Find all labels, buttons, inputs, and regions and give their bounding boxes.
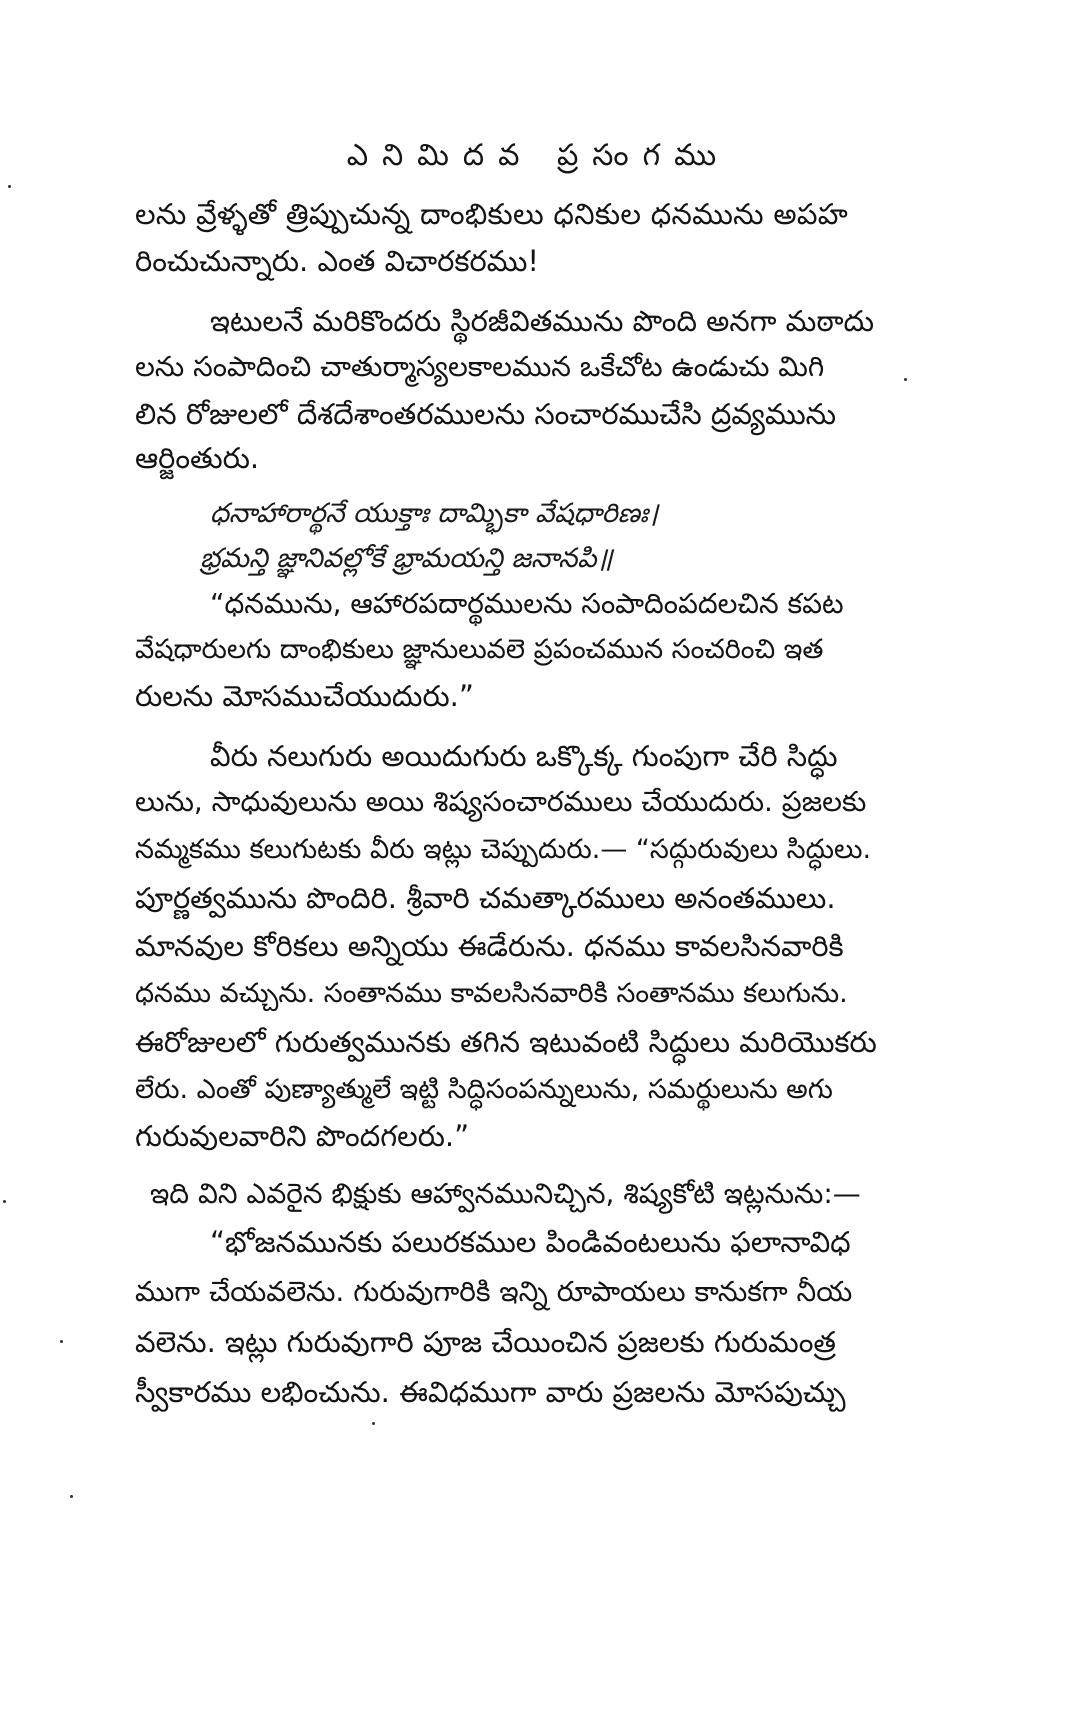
text-line: ఇది విని ఎవరైన భిక్షుకు ఆహ్వానమునిచ్చిన, శిష్యకోటి ఇట్లనును:— xyxy=(150,1177,861,1210)
text-line: లును, సాధువులును అయి శిష్యసంచారములు చేయుదురు. ప్రజలకు xyxy=(135,785,867,818)
scan-speck xyxy=(60,1340,63,1343)
page-heading: ఎనిమిదవ ప్రసంగము xyxy=(346,138,731,173)
scan-speck xyxy=(8,185,11,188)
text-line: లను వ్రేళ్ళతో త్రిప్పుచున్న దాంభికులు ధనికుల ధనమును అపహ xyxy=(135,197,849,231)
text-line: గురువులవారిని పొందగలరు.” xyxy=(135,1119,470,1153)
text-line: లను సంపాదించి చాతుర్మాస్యలకాలమున ఒకేచోట ఉండుచు మిగి xyxy=(135,350,825,383)
text-line: రులను మోసముచేయుదురు.” xyxy=(135,679,474,713)
scan-speck xyxy=(3,1200,6,1203)
text-line: నమ్మకము కలుగుటకు వీరు ఇట్లు చెప్పుదురు.— “సద్గురువులు సిద్ధులు. xyxy=(135,834,872,865)
text-line: రించుచున్నారు. ఎంత విచారకరము! xyxy=(135,244,540,278)
text-line: ఈరోజులలో గురుత్వమునకు తగిన ఇటువంటి సిద్ధులు మరియొకరు xyxy=(135,1025,877,1059)
text-line: వలెను. ఇట్లు గురువుగారి పూజ చేయించిన ప్రజలకు గురుమంత్ర xyxy=(135,1325,836,1359)
scan-speck xyxy=(372,1422,375,1425)
text-line: లిన రోజులలో దేశదేశాంతరములను సంచారముచేసి ద్రవ్యమును xyxy=(135,397,837,431)
scan-speck xyxy=(904,378,907,381)
text-line: లేరు. ఎంతో పుణ్యాత్ములే ఇట్టి సిద్ధిసంపన్నులును, సమర్థులును అగు xyxy=(135,1074,833,1105)
text-line: వేషధారులగు దాంభికులు జ్ఞానులువలె ప్రపంచమున సంచరించి ఇత xyxy=(135,634,824,665)
verse-line: ధనాహారార్థనే యుక్తాః దామ్భికా వేషధారిణః। xyxy=(210,498,659,529)
text-line: మానవుల కోరికలు అన్నియు ఈడేరును. ధనము కావలసినవారికి xyxy=(135,929,844,963)
text-line: వీరు నలుగురు అయిదుగురు ఒక్కొక్క గుంపుగా చేరి సిద్ధు xyxy=(210,739,838,773)
text-line: స్వీకారము లభించును. ఈవిధముగా వారు ప్రజలను మోసపుచ్చు xyxy=(135,1375,846,1409)
text-line: పూర్ణత్వమును పొందిరి. శ్రీవారి చమత్కారములు అనంతములు. xyxy=(135,881,836,915)
text-line: “భోజనమునకు పలురకముల పిండివంటలును ఫలానావిధ xyxy=(210,1225,851,1259)
text-line: ధనము వచ్చును. సంతానము కావలసినవారికి సంతానము కలుగును. xyxy=(135,978,848,1009)
text-line: ఇటులనే మరికొందరు స్థిరజీవితమును పొంది అనగా మఠాదు xyxy=(210,304,875,338)
verse-line: భ్రమన్తి జ్ఞానివల్లోకే భ్రామయన్తి జనానపి॥ xyxy=(200,543,613,574)
scan-speck xyxy=(70,1495,73,1498)
text-line: ఆర్జింతురు. xyxy=(135,441,260,475)
text-line: ముగా చేయవలెను. గురువుగారికి ఇన్ని రూపాయలు కానుకగా నీయ xyxy=(135,1275,853,1308)
text-line: “ధనమును, ఆహారపదార్థములను సంపాదింపదలచిన కపట xyxy=(210,587,844,620)
